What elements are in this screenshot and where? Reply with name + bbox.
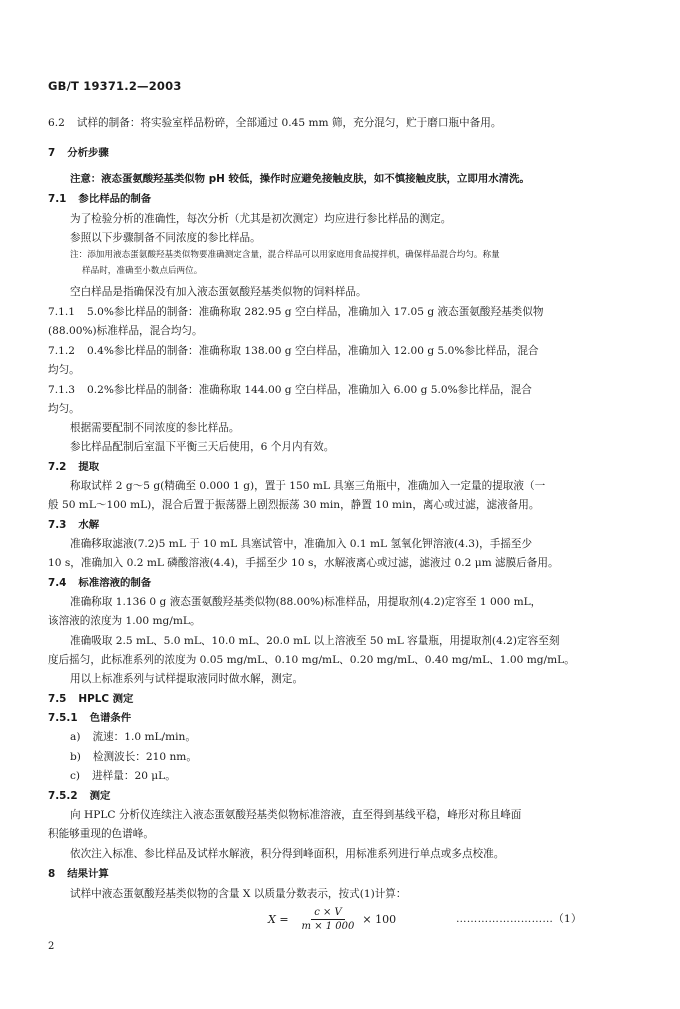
section-heading-text: 提取 — [78, 461, 100, 473]
text-line — [70, 730, 196, 744]
formula-lhs: X = — [268, 913, 289, 926]
clause-number: 7.5.2 — [48, 790, 78, 802]
text-line — [70, 595, 541, 609]
paragraph-text: 根据需要配制不同浓度的参比样品。 — [70, 422, 240, 434]
text-line — [48, 460, 99, 474]
clause-number: a) — [70, 731, 81, 743]
text-line — [70, 887, 407, 901]
standard-code-header: GB/T 19371.2—2003 — [48, 79, 182, 93]
paragraph-text: 10 s，准确加入 0.2 mL 磷酸溶液(4.4)，手摇至少 10 s，水解液离心或过滤，滤液过 0.2 μm 滤膜后备用。 — [48, 557, 559, 569]
text-line — [48, 789, 110, 803]
text-line — [48, 498, 539, 512]
paragraph-text: 5.0%参比样品的制备：准确称取 282.95 g 空白样品，准确加入 17.05 g 液态蛋氨酸羟基类似物 — [86, 306, 544, 318]
text-line — [48, 324, 203, 338]
section-heading-text: 测定 — [89, 790, 111, 802]
paragraph-text: 样品时，准确至小数点后两位。 — [82, 266, 203, 276]
paragraph-text: 向 HPLC 分析仪连续注入液态蛋氨酸羟基类似物标准溶液，直至得到基线平稳，峰形对称且峰面 — [70, 809, 522, 821]
formula-number: ………………………（1） — [456, 913, 582, 925]
section-heading-text: 分析步骤 — [67, 147, 109, 159]
paragraph-text: 准确称取 1.136 0 g 液态蛋氨酸羟基类似物(88.00%)标准样品，用提取剂(4.2)定容至 1 000 mL， — [70, 596, 542, 608]
text-line — [70, 421, 240, 435]
paragraph-text: 称取试样 2 g～5 g(精确至 0.000 1 g)，置于 150 mL 具塞三角瓶中，准确加入一定量的提取液（一 — [70, 480, 546, 492]
paragraph-text: 注：添加用液态蛋氨酸羟基类似物要准确测定含量，混合样品可以用家庭用食品搅拌机，确保样品混合均匀。称量 — [70, 250, 500, 260]
text-line — [48, 827, 154, 841]
text-line — [70, 847, 504, 861]
text-line — [48, 383, 532, 397]
paragraph-text: 0.4%参比样品的制备：准确称取 138.00 g 空白样品，准确加入 12.00 g 5.0%参比样品，混合 — [86, 345, 539, 357]
paragraph-text: 试样中液态蛋氨酸羟基类似物的含量 X 以质量分数表示，按式(1)计算： — [70, 888, 407, 900]
text-line — [48, 305, 543, 319]
paragraph-text: 流速：1.0 mL/min。 — [92, 731, 196, 743]
paragraph-text: 度后摇匀，此标准系列的浓度为 0.05 mg/mL、0.10 mg/mL、0.20 mg/mL、0.40 mg/mL、1.00 mg/mL。 — [48, 654, 575, 666]
text-line — [48, 614, 201, 628]
text-line — [48, 146, 109, 160]
text-line — [48, 518, 99, 532]
text-line — [48, 402, 80, 416]
section-heading-text: 水解 — [78, 519, 100, 531]
section-heading-text: 色谱条件 — [89, 712, 132, 724]
paragraph-text: 参照以下步骤制备不同浓度的参比样品。 — [70, 232, 261, 244]
text-line — [48, 363, 80, 377]
paragraph-text: 为了检验分析的准确性，每次分析（尤其是初次测定）均应进行参比样品的测定。 — [70, 213, 452, 225]
text-line — [70, 479, 545, 493]
paragraph-text: (88.00%)标准样品，混合均匀。 — [48, 325, 203, 337]
clause-number: 7.5 — [48, 693, 67, 705]
formula-numerator: c × V — [311, 907, 345, 920]
text-line — [70, 440, 334, 454]
text-line — [70, 285, 367, 299]
text-line — [48, 344, 539, 358]
paragraph-text: 参比样品配制后室温下平衡三天后使用，6 个月内有效。 — [70, 441, 335, 453]
clause-number: b) — [70, 751, 81, 763]
paragraph-text: 均匀。 — [48, 403, 80, 415]
clause-number: 7.1.2 — [48, 345, 75, 357]
paragraph-text: 进样量：20 μL。 — [92, 770, 176, 782]
paragraph-text: 依次注入标准、参比样品及试样水解液，积分得到峰面积，用标准系列进行单点或多点校准。 — [70, 848, 505, 860]
text-line — [70, 537, 532, 551]
clause-number: 6.2 — [48, 117, 65, 129]
text-line — [48, 867, 109, 881]
section-heading-text: 标准溶液的制备 — [78, 577, 152, 589]
text-line — [70, 672, 303, 686]
paragraph-text: 用以上标准系列与试样提取液同时做水解，测定。 — [70, 673, 304, 685]
text-line — [82, 265, 202, 277]
text-line — [70, 808, 521, 822]
text-line — [70, 634, 559, 648]
paragraph-text: 均匀。 — [48, 364, 80, 376]
paragraph-text: 空白样品是指确保没有加入液态蛋氨酸羟基类似物的饲料样品。 — [70, 286, 367, 298]
text-line — [48, 653, 575, 667]
text-line — [48, 576, 151, 590]
text-line — [48, 116, 501, 130]
formula-denominator: m × 1 000 — [301, 921, 355, 932]
paragraph-text: 准确吸取 2.5 mL、5.0 mL、10.0 mL、20.0 mL 以上溶液至 50 mL 容量瓶，用提取剂(4.2)定容至刻 — [70, 635, 560, 647]
text-line — [70, 172, 530, 186]
paragraph-text: 般 50 mL～100 mL)，混合后置于振荡器上剧烈振荡 30 min，静置 10 min，离心或过滤，滤液备用。 — [48, 499, 540, 511]
formula-factor: × 100 — [362, 913, 397, 926]
formula-fraction — [299, 907, 358, 932]
paragraph-text: 试样的制备：将实验室样品粉碎，全部通过 0.45 mm 筛，充分混匀，贮于磨口瓶中备用。 — [76, 117, 502, 129]
clause-number: 7.2 — [48, 461, 67, 473]
paragraph-text: 准确移取滤液(7.2)5 mL 于 10 mL 具塞试管中，准确加入 0.1 mL 氢氧化钾溶液(4.3)，手摇至少 — [70, 538, 533, 550]
clause-number: 7.1 — [48, 193, 67, 205]
paragraph-text: 检测波长：210 nm。 — [92, 751, 197, 763]
clause-number: 7.1.1 — [48, 306, 75, 318]
text-line — [70, 249, 500, 261]
clause-number: 8 — [48, 868, 56, 880]
text-line — [70, 750, 197, 764]
clause-number: c) — [70, 770, 81, 782]
clause-number: 7.3 — [48, 519, 67, 531]
clause-number: 7.5.1 — [48, 712, 78, 724]
text-line — [70, 769, 176, 783]
page-number: 2 — [48, 941, 55, 952]
section-heading-text: 结果计算 — [67, 868, 109, 880]
clause-number: 7.1.3 — [48, 384, 75, 396]
section-heading-text: HPLC 测定 — [78, 693, 134, 705]
clause-number: 7 — [48, 147, 56, 159]
formula-1 — [268, 907, 396, 932]
paragraph-text: 积能够重现的色谱峰。 — [48, 828, 154, 840]
paragraph-text: 该溶液的浓度为 1.00 mg/mL。 — [48, 615, 201, 627]
clause-number: 7.4 — [48, 577, 67, 589]
text-line — [70, 212, 451, 226]
section-heading-text: 参比样品的制备 — [78, 193, 152, 205]
text-line — [48, 692, 133, 706]
section-heading-text: 注意：液态蛋氨酸羟基类似物 pH 较低，操作时应避免接触皮肤，如不慎接触皮肤，立即用水清洗。 — [70, 173, 530, 185]
text-line — [48, 192, 151, 206]
paragraph-text: 0.2%参比样品的制备：准确称取 144.00 g 空白样品，准确加入 6.00 g 5.0%参比样品，混合 — [86, 384, 532, 396]
text-line — [70, 231, 261, 245]
text-line — [48, 556, 559, 570]
text-line — [48, 711, 131, 725]
